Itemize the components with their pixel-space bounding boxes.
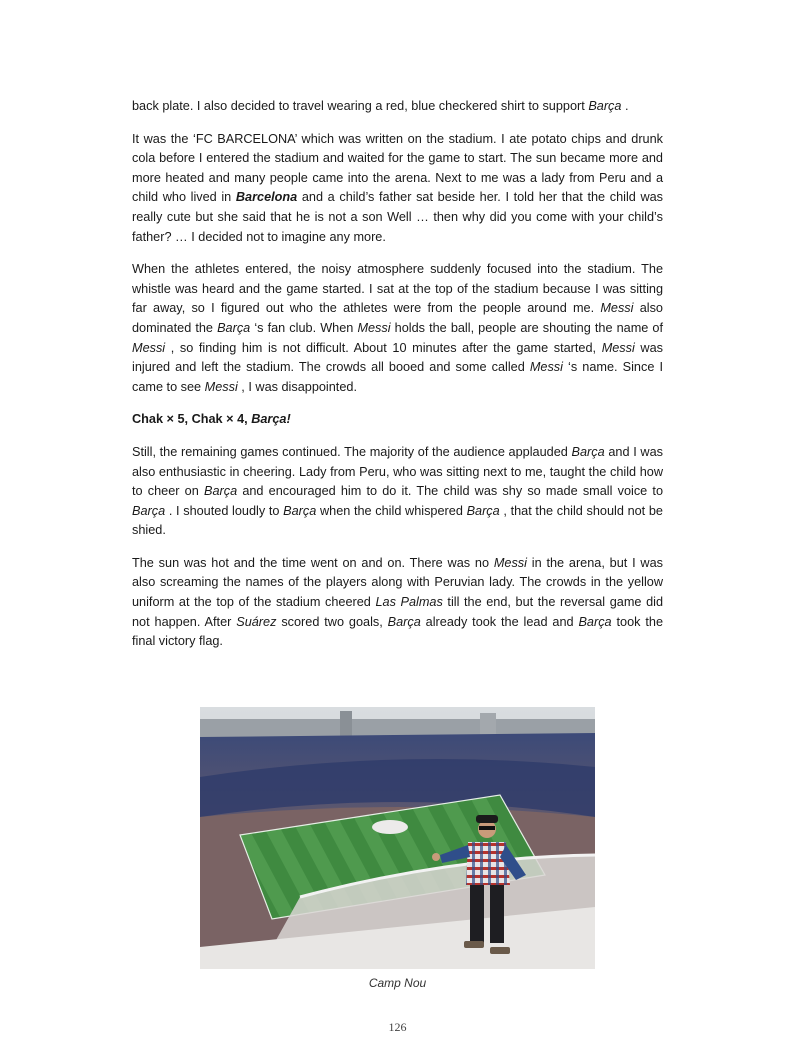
text-run: Barcelona [235,190,298,205]
text-run: ‘s fan club. When [250,320,358,335]
text-run: holds the ball, people are shouting the name of [390,320,663,335]
text-run: back plate. I also decided to travel wearing a red, blue checkered shirt to support [132,99,589,113]
text-run: took the final victory flag. [132,614,664,649]
text-run: Barça [588,99,622,113]
text-run: , so finding him is not difficult. About 10 minutes after the game started, [165,340,602,355]
paragraph-3 [132,260,663,397]
text-run: was injured and left the stadium. The crowds all booed and some called [132,340,663,375]
paragraph-4 [132,443,663,541]
stadium-photo [200,707,595,969]
figure-caption: Camp Nou [368,976,427,990]
text-run: Barça [283,503,317,518]
section-heading [132,410,663,430]
text-run: Barça [217,320,251,335]
text-run: , that the child should not be shied. [132,503,663,538]
text-run: and a child’s father sat beside her. I told her that the child was really cute but she said that he is not a son Well … then why did you come with your child’s father? … I decided not to imagine any more. [132,190,664,244]
text-run: Messi [132,340,166,355]
text-run: Messi [204,379,238,394]
text-run: . I shouted loudly to [165,503,284,518]
text-run: Las Palmas [375,595,443,610]
paragraph-1 [132,97,663,117]
text-run: ‘s name. Since I came to see [132,360,663,394]
text-run: and I was also enthusiastic in cheering. Lady from Peru, who was sitting next to me, taught the child how to cheer on [132,444,663,499]
paragraph-5 [132,554,663,652]
text-run: Barça! [251,412,291,427]
text-run: Messi [357,320,391,335]
text-run: Barça [132,503,166,518]
paragraph-2 [132,130,663,248]
text-run: already took the lead and [420,614,579,629]
text-run: Barça [203,484,238,499]
text-run: Messi [493,555,527,570]
text-run: scored two goals, [276,614,388,629]
text-run: Barça [466,503,500,518]
text-run: in the arena, but I was also screaming the names of the players along with Peruvian lady. The crowds in the yellow uniform at the top of the stadium cheered [132,555,663,610]
text-run: , I was disappointed. [237,379,357,394]
text-run: Messi [601,340,635,355]
text-run: . [621,99,629,113]
text-run: Chak × 5, Chak × 4, [132,412,252,427]
text-run: Barça [387,614,421,629]
text-run: Messi [529,360,563,375]
text-run: Messi [600,301,634,316]
text-run: also dominated the [132,301,663,335]
text-run: When the athletes entered, the noisy atmosphere suddenly focused into the stadium. The whistle was heard and the game started. I sat at the top of the stadium because I was sitting far away, so I figured out who the athletes were from the people around me. [132,262,663,316]
text-run: It was the ‘FC BARCELONA’ which was written on the stadium. I ate potato chips and drunk cola before I entered the stadium and waited for the game to start. The sun became more and more heated and many people came into the arena. Next to me was a lady from Peru and a child who lived in [132,131,663,205]
text-run: Still, the remaining games continued. The majority of the audience applauded [132,444,572,459]
text-run: till the end, but the reversal game did not happen. After [132,595,663,629]
document-body [132,97,663,665]
text-run: Barça [571,444,605,459]
text-run: Barça [578,614,612,629]
text-run: and encouraged him to do it. The child was shy so made small voice to [237,484,664,499]
text-run: Suárez [236,614,277,629]
page-number: 126 [388,1020,407,1034]
text-run: The sun was hot and the time went on and on. There was no [132,555,494,570]
text-run: when the child whispered [316,503,467,518]
